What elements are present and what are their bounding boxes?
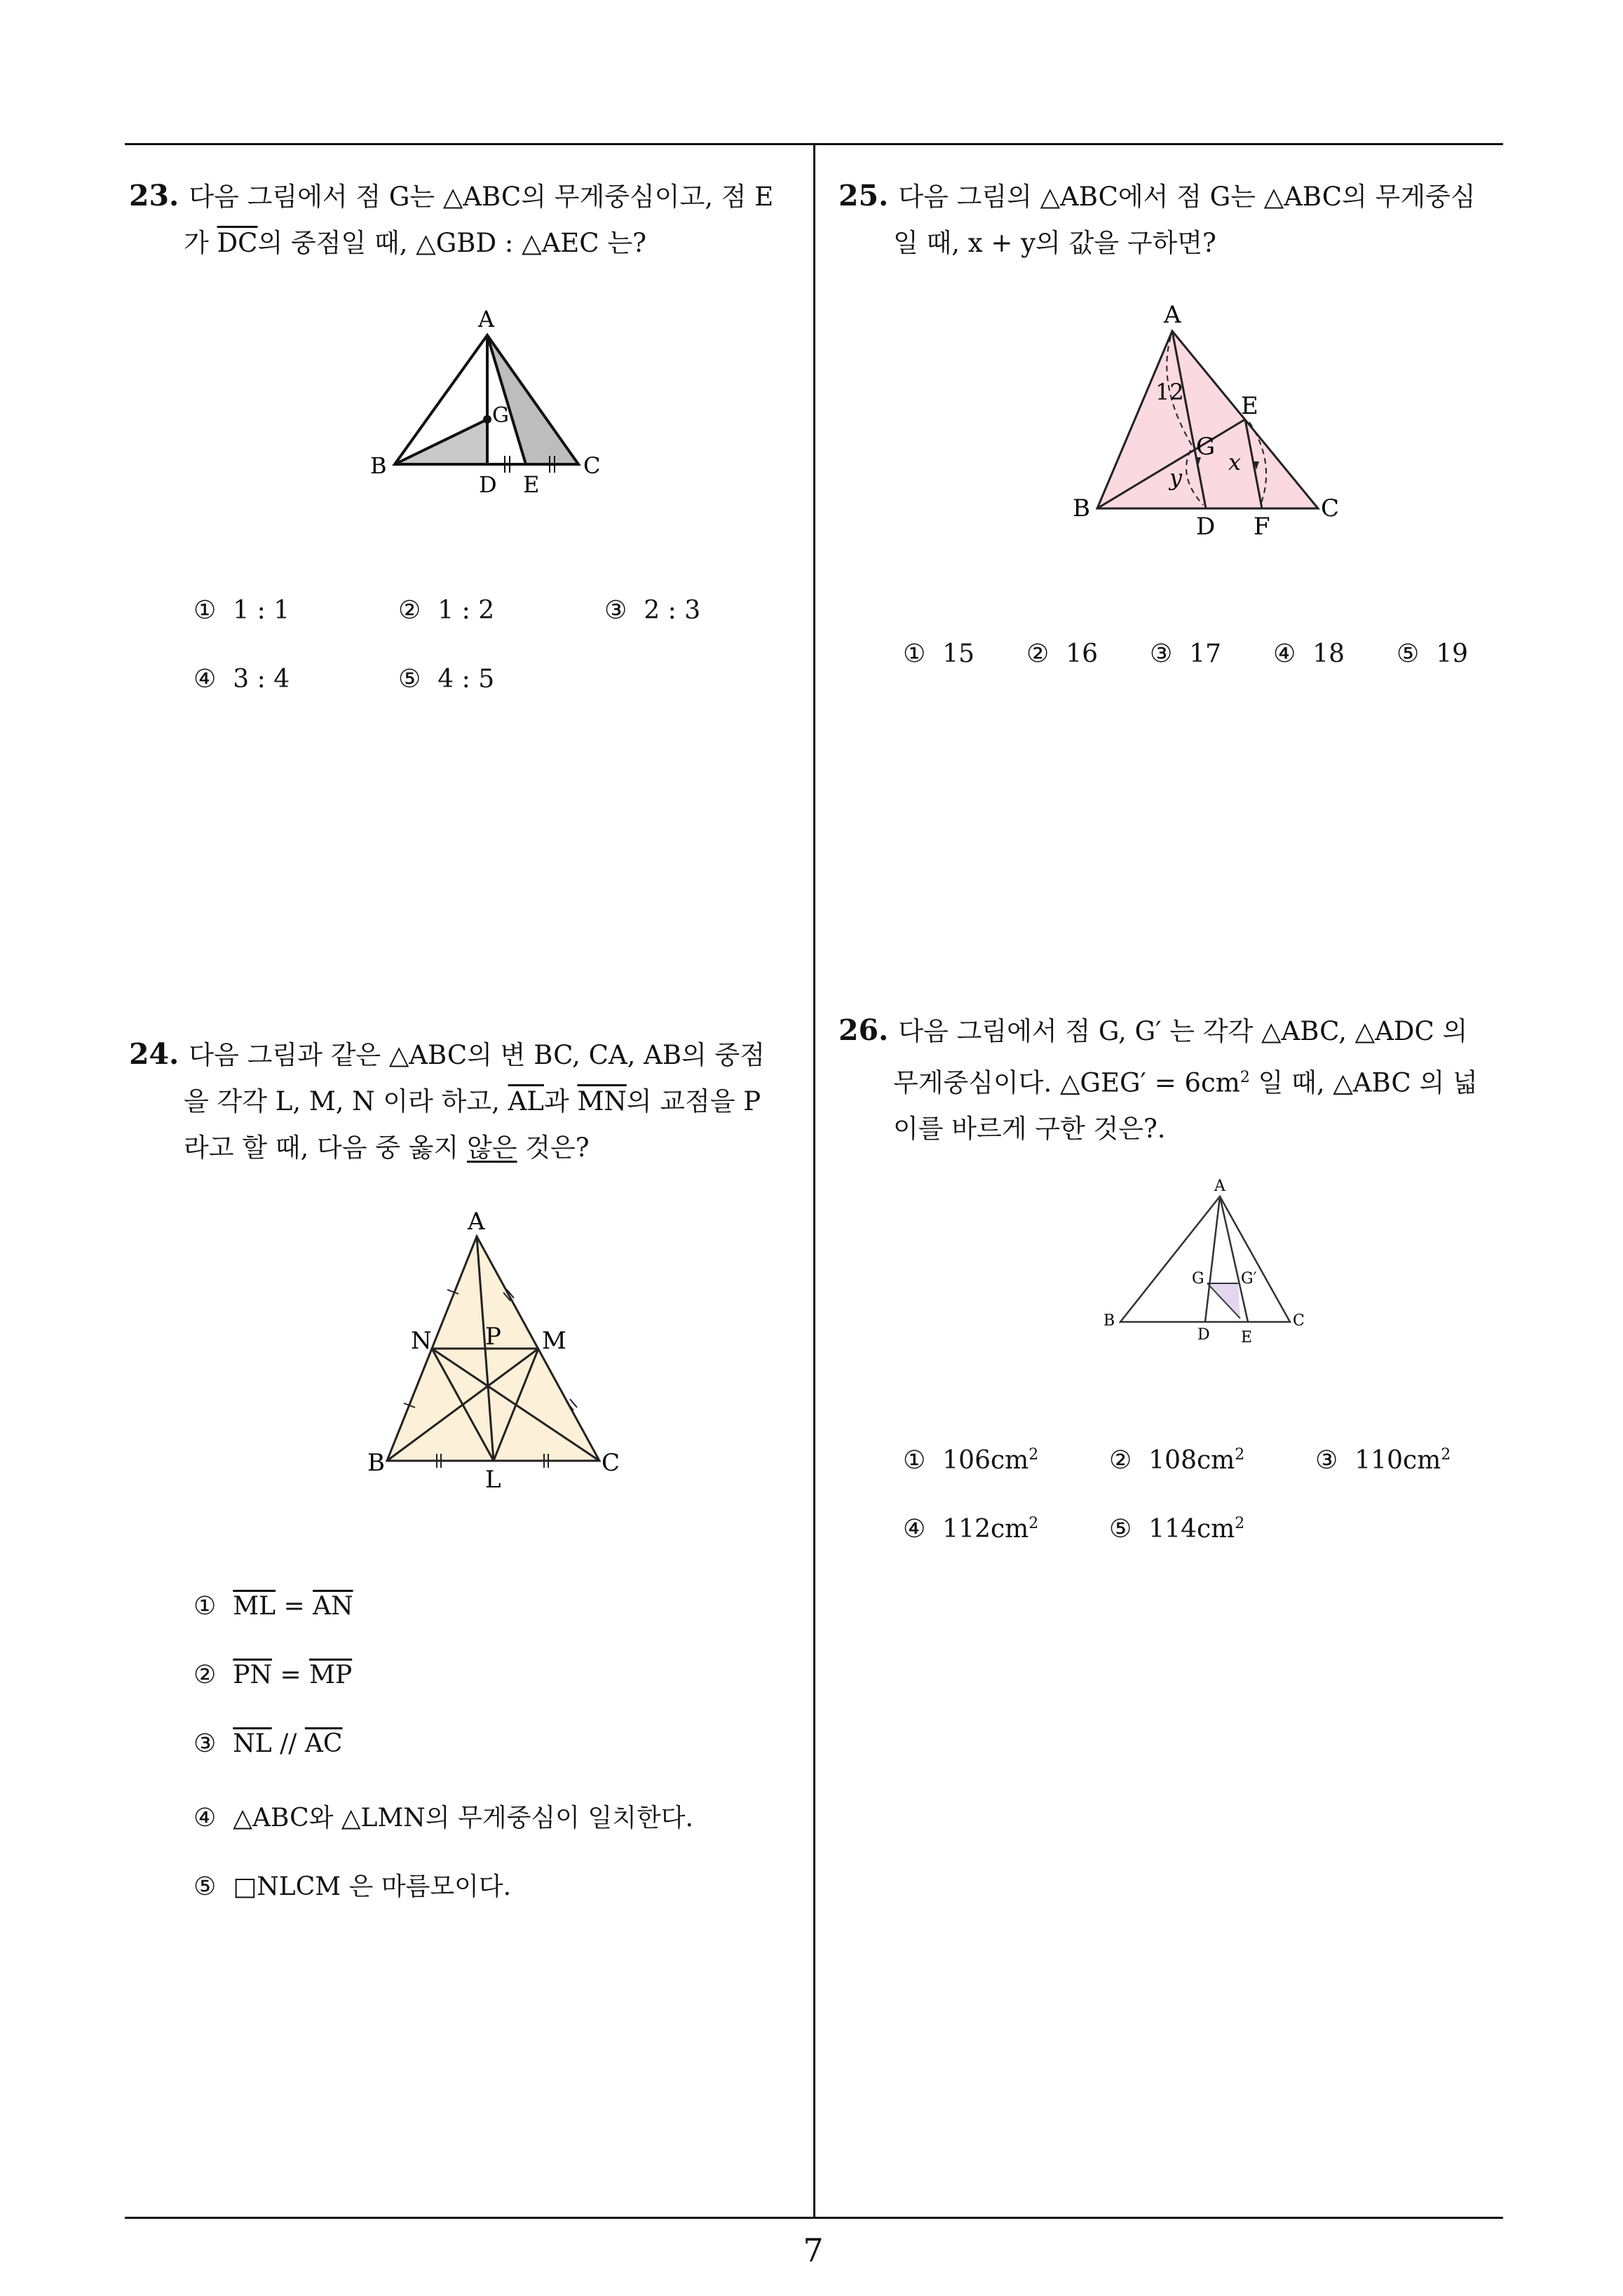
question-number: 23. <box>129 179 179 212</box>
label-e: E <box>523 471 540 498</box>
choice-23-2[interactable]: ② 1 : 2 <box>398 596 495 625</box>
question-text: 다음 그림의 △ABC에서 점 G는 △ABC의 무게중심 <box>898 182 1476 212</box>
choice-23-3[interactable]: ③ 2 : 3 <box>604 596 701 625</box>
median-ad <box>1205 1196 1220 1322</box>
emphasis-not: 않은 <box>467 1133 517 1163</box>
question-number: 25. <box>838 179 889 212</box>
choice-25-2[interactable]: ② 16 <box>1026 640 1099 668</box>
label-g: G <box>1196 433 1216 461</box>
bottom-rule <box>125 2217 1503 2219</box>
choice-26-4[interactable]: ④ $112cm^2$ <box>903 1515 1039 1544</box>
label-d: D <box>1196 513 1216 540</box>
label-l: L <box>485 1466 501 1490</box>
label-12: 12 <box>1155 379 1184 405</box>
question-23: 23. 다음 그림에서 점 G는 △ABC의 무게중심이고, 점 E 가 $\overline{DC}$의 중점일 때, △GBD : △AEC 는? <box>129 179 774 258</box>
label-a: A <box>468 1208 485 1236</box>
label-a: A <box>478 306 495 332</box>
page-number: 7 <box>803 2231 824 2269</box>
choice-23-5[interactable]: ⑤ 4 : 5 <box>398 665 495 694</box>
choice-26-5[interactable]: ⑤ $114cm^2$ <box>1109 1515 1245 1544</box>
choice-25-1[interactable]: ① 15 <box>903 640 975 668</box>
choice-24-4[interactable]: ④ △ABC와 △LMN의 무게중심이 일치한다. <box>193 1804 693 1832</box>
question-24: 24. 다음 그림과 같은 △ABC의 변 BC, CA, AB의 중점 을 각각 L, M, N 이라 하고, $\overline{AL}$과 $\overline{MN}$의 교점을 P 라고 할 때, 다음 중 옳지 않은 것은? <box>129 1037 766 1163</box>
question-text: 다음 그림에서 점 G, G′ 는 각각 △ABC, △ADC 의 <box>898 1016 1468 1046</box>
question-25: 25. 다음 그림의 △ABC에서 점 G는 △ABC의 무게중심 일 때, x + y의 값을 구하면? <box>838 179 1476 258</box>
column-divider <box>813 143 815 2219</box>
label-d: D <box>479 471 497 498</box>
choice-25-3[interactable]: ③ 17 <box>1150 640 1222 668</box>
choice-23-4[interactable]: ④ 3 : 4 <box>193 665 290 694</box>
label-x: x <box>1228 449 1242 475</box>
label-c: C <box>1293 1312 1305 1330</box>
choice-24-3[interactable]: ③ $\overline{NL} // \overline{AC}$ <box>193 1729 343 1758</box>
question-number: 24. <box>129 1037 179 1071</box>
triangle-abc <box>1120 1196 1290 1322</box>
label-a: A <box>1214 1177 1225 1195</box>
label-b: B <box>1103 1312 1115 1330</box>
label-b: B <box>367 1449 385 1477</box>
segment-al: $\overline{AL}$ <box>508 1086 544 1116</box>
question-text: 다음 그림과 같은 △ABC의 변 BC, CA, AB의 중점 <box>189 1040 766 1070</box>
label-a: A <box>1164 302 1181 329</box>
label-m: M <box>542 1327 566 1355</box>
segment-dc: $\overline{DC}$ <box>217 228 258 258</box>
label-c: C <box>602 1449 620 1477</box>
label-g: G <box>492 403 509 428</box>
choice-24-1[interactable]: ① $\overline{ML} = \overline{AN}$ <box>193 1592 353 1621</box>
label-d: D <box>1197 1326 1210 1344</box>
choice-24-5[interactable]: ⑤ □NLCM 은 마름모이다. <box>193 1872 512 1901</box>
figure-q24 <box>358 1203 638 1490</box>
segment-mn: $\overline{MN}$ <box>577 1086 627 1116</box>
figure-q25 <box>1066 302 1346 540</box>
choice-25-5[interactable]: ⑤ 19 <box>1397 640 1469 668</box>
label-c: C <box>583 452 601 479</box>
label-b: B <box>370 452 387 479</box>
figure-q26 <box>1094 1171 1318 1346</box>
label-e: E <box>1241 392 1258 420</box>
question-26: 26. 다음 그림에서 점 G, G′ 는 각각 △ABC, △ADC 의 무게중심이다. △GEG′ = $6cm^2$ 일 때, △ABC 의 넓 이를 바르게 구한 것은?. <box>838 1013 1478 1144</box>
point-g <box>483 415 491 424</box>
label-g-prime: G′ <box>1241 1270 1257 1288</box>
triangle-abc <box>1097 331 1318 508</box>
choice-25-4[interactable]: ④ 18 <box>1273 640 1345 668</box>
label-e: E <box>1241 1329 1253 1346</box>
choice-26-2[interactable]: ② $108cm^2$ <box>1109 1446 1245 1475</box>
question-number: 26. <box>838 1013 889 1047</box>
label-b: B <box>1073 494 1090 522</box>
choice-26-1[interactable]: ① $106cm^2$ <box>903 1446 1039 1475</box>
label-n: N <box>411 1327 432 1355</box>
choice-24-2[interactable]: ② $\overline{PN} = \overline{MP}$ <box>193 1661 353 1689</box>
choice-26-3[interactable]: ③ $110cm^2$ <box>1315 1446 1451 1475</box>
choice-23-1[interactable]: ① 1 : 1 <box>193 596 290 625</box>
figure-q23 <box>365 302 617 498</box>
label-f: F <box>1254 513 1270 540</box>
label-y: y <box>1169 464 1183 491</box>
label-p: P <box>485 1323 501 1351</box>
question-text: 다음 그림에서 점 G는 △ABC의 무게중심이고, 점 E <box>189 182 774 212</box>
label-g: G <box>1192 1270 1204 1288</box>
label-c: C <box>1321 494 1340 522</box>
